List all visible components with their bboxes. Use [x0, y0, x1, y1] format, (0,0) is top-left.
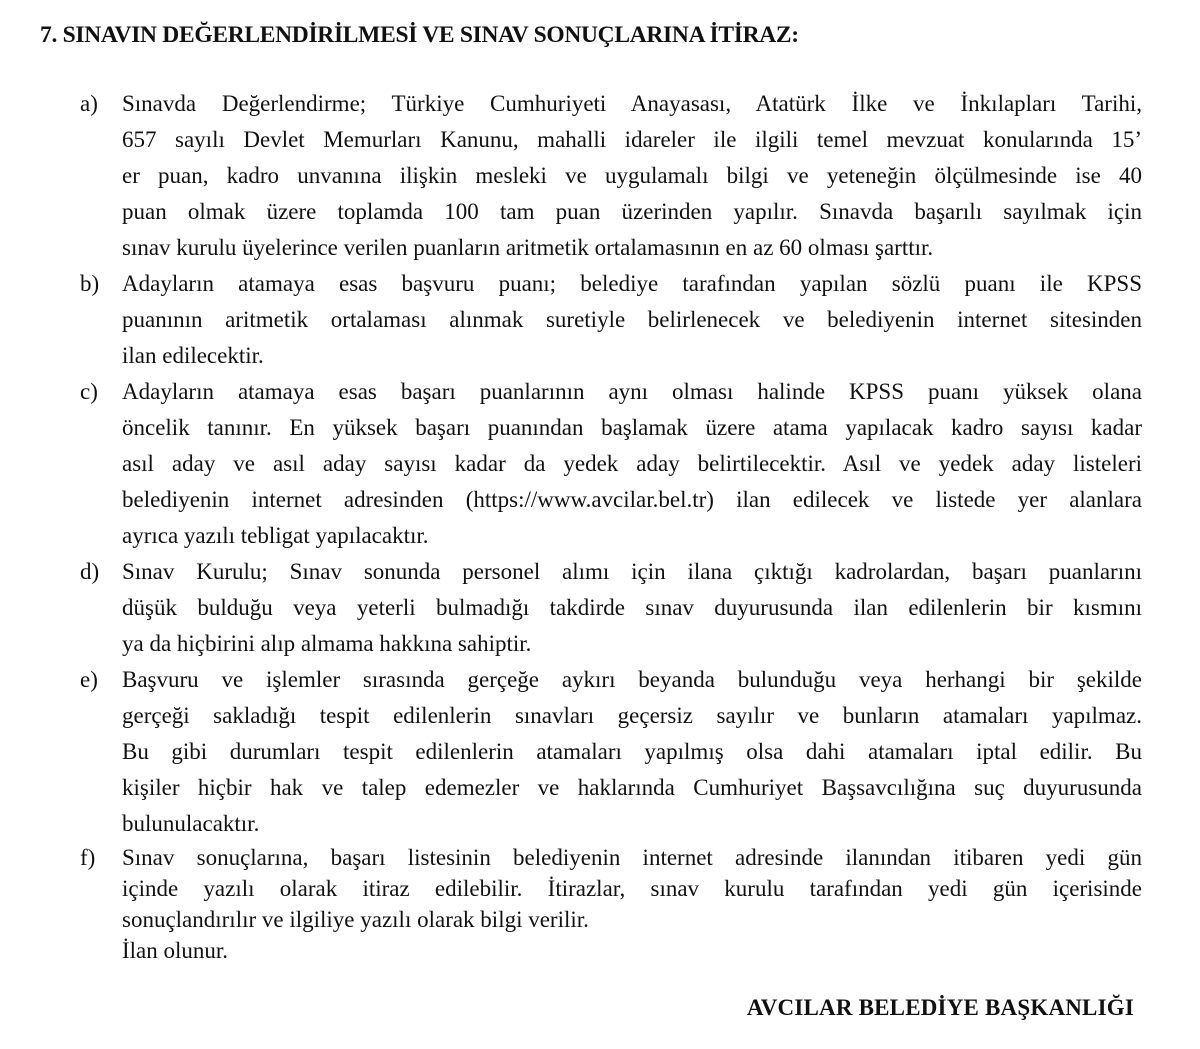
list-marker: d) — [80, 559, 100, 584]
text-line: gerçeği sakladığı tespit edilenlerin sınavları geçersiz sayılır ve bunların atamaları yapılmaz. — [122, 703, 1142, 728]
signature-authority: AVCILAR BELEDİYE BAŞKANLIĞI — [746, 995, 1134, 1020]
list-marker: f) — [80, 845, 96, 870]
list-item-f — [80, 842, 1142, 935]
list-marker: b) — [80, 271, 100, 296]
text-line: Başvuru ve işlemler sırasında gerçeğe aykırı beyanda bulunduğu veya herhangi bir şekilde — [122, 667, 1142, 692]
list-marker: a) — [80, 91, 98, 116]
text-line: Bu gibi durumları tespit edilenlerin atamaları yapılmış olsa dahi atamaları iptal edilir. Bu — [122, 739, 1142, 764]
list-item-e — [80, 662, 1142, 842]
text-line: 657 sayılı Devlet Memurları Kanunu, mahalli idareler ile ilgili temel mevzuat konularında 15’ — [122, 127, 1142, 152]
text-line: asıl aday ve asıl aday sayısı kadar da yedek aday belirtilecektir. Asıl ve yedek aday listeleri — [122, 451, 1142, 476]
list-item-d — [80, 554, 1142, 662]
list-item-c — [80, 374, 1142, 554]
list-item-b — [80, 266, 1142, 374]
list-marker: e) — [80, 667, 98, 692]
list-item-a — [80, 86, 1142, 266]
text-line: ya da hiçbirini alıp almama hakkına sahiptir. — [122, 631, 532, 656]
text-line: Adayların atamaya esas başvuru puanı; belediye tarafından yapılan sözlü puanı ile KPSS — [122, 271, 1142, 296]
text-line: puanının aritmetik ortalaması alınmak suretiyle belirlenecek ve belediyenin internet sitesinden — [122, 307, 1142, 332]
text-line: sınav kurulu üyelerince verilen puanların aritmetik ortalamasının en az 60 olması şarttır. — [122, 235, 934, 260]
text-line: ayrıca yazılı tebligat yapılacaktır. — [122, 523, 429, 548]
text-line: Adayların atamaya esas başarı puanlarının aynı olması halinde KPSS puanı yüksek olana — [122, 379, 1142, 404]
text-line: ilan edilecektir. — [122, 343, 264, 368]
text-line: kişiler hiçbir hak ve talep edemezler ve haklarında Cumhuriyet Başsavcılığına suç duyurusunda — [122, 775, 1142, 800]
list-marker: c) — [80, 379, 98, 404]
section-heading: 7. SINAVIN DEĞERLENDİRİLMESİ VE SINAV SONUÇLARINA İTİRAZ: — [40, 22, 799, 48]
text-line-with-url: belediyenin internet adresinden (https://www.avcilar.bel.tr) ilan edilecek ve listede yer alanlara — [122, 487, 1142, 512]
text-line: bulunulacaktır. — [122, 811, 260, 836]
text-line: Sınav Kurulu; Sınav sonunda personel alımı için ilana çıktığı kadrolardan, başarı puanlarını — [122, 559, 1142, 584]
text-line: öncelik tanınır. En yüksek başarı puanından başlamak üzere atama yapılacak kadro sayısı kadar — [122, 415, 1142, 440]
text-line: er puan, kadro unvanına ilişkin mesleki ve uygulamalı bilgi ve yeteneğin ölçülmesinde ise 40 — [122, 163, 1142, 188]
text-line: sonuçlandırılır ve ilgiliye yazılı olarak bilgi verilir. — [122, 907, 589, 932]
text-line: düşük bulduğu veya yeterli bulmadığı takdirde sınav duyurusunda ilan edilenlerin bir kısmını — [122, 595, 1142, 620]
text-line: içinde yazılı olarak itiraz edilebilir. İtirazlar, sınav kurulu tarafından yedi gün içerisinde — [122, 876, 1142, 901]
text-line: Sınav sonuçlarına, başarı listesinin belediyenin internet adresinde ilanından itibaren yedi gün — [122, 845, 1142, 870]
section-list — [80, 86, 1142, 966]
text-line: Sınavda Değerlendirme; Türkiye Cumhuriyeti Anayasası, Atatürk İlke ve İnkılapları Tarihi, — [122, 91, 1142, 116]
text-line: puan olmak üzere toplamda 100 tam puan üzerinden yapılır. Sınavda başarılı sayılmak için — [122, 199, 1142, 224]
closing-statement: İlan olunur. — [122, 938, 229, 963]
